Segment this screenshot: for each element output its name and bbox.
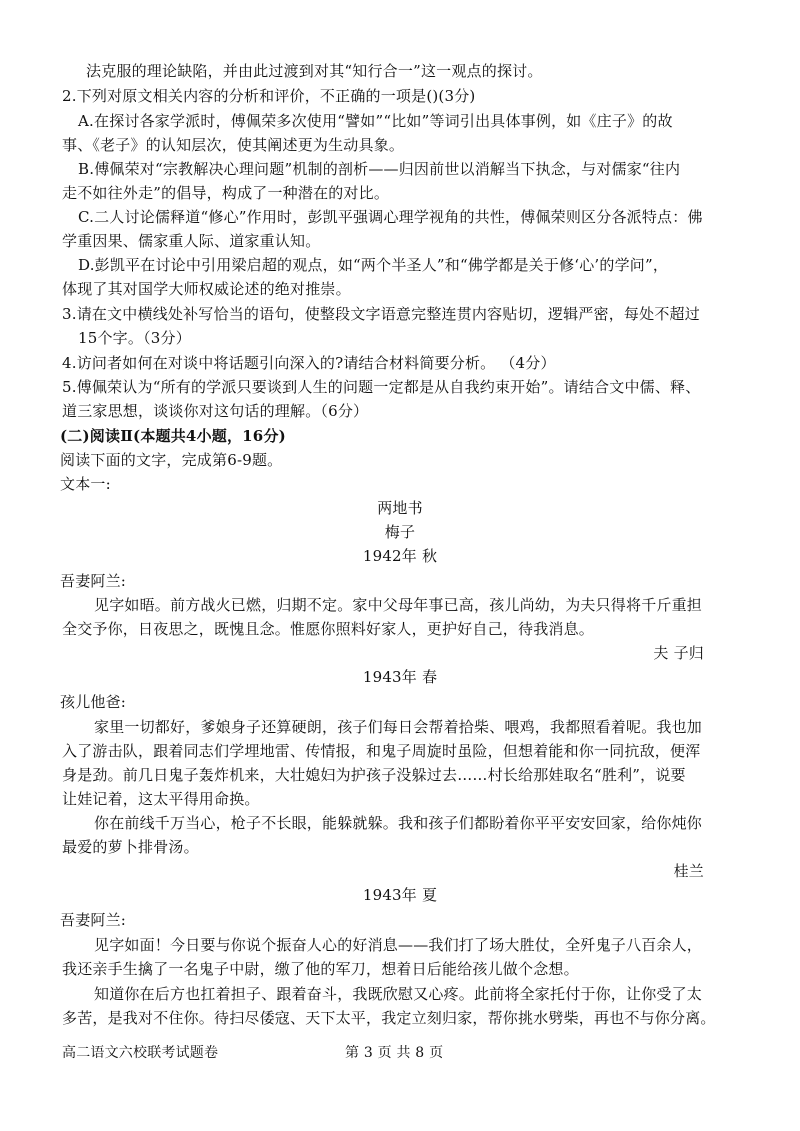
section-title: (二)阅读Ⅱ(本题共4小题，16分) bbox=[60, 427, 286, 445]
q4: 4.访问者如何在对谈中将话题引向深入的?请结合材料简要分析。 （4分） bbox=[62, 354, 556, 372]
q2-option-a-line1: A.在探讨各家学派时，傅佩荣多次使用“譬如”“比如”等词引出具体事例，如《庄子》的故 bbox=[78, 112, 673, 130]
q2-option-a-line2: 事、《老子》的认知层次，使其阐述更为生动具象。 bbox=[62, 136, 405, 154]
q5-line2: 道三家思想，谈谈你对这句话的理解。（6分） bbox=[62, 402, 369, 420]
section-instruction: 阅读下面的文字，完成第6-9题。 bbox=[60, 451, 283, 469]
q3-line2: 15个字。（3分） bbox=[78, 329, 191, 347]
letter3-date: 1943年 夏 bbox=[362, 886, 438, 904]
letter3-body-line4: 多苦，是我对不住你。待扫尽倭寇、天下太平，我定立刻归家，帮你挑水劈柴，再也不与你分离。 bbox=[62, 1009, 716, 1027]
letter2-body-line5: 你在前线千万当心，枪子不长眼，能躲就躲。我和孩子们都盼着你平平安安回家，给你炖你 bbox=[94, 814, 703, 832]
q2-option-c-line1: C.二人讨论儒释道“修心”作用时，彭凯平强调心理学视角的共性，傅佩荣则区分各派特点：佛 bbox=[78, 208, 703, 226]
q2-option-d-line1: D.彭凯平在讨论中引用梁启超的观点，如“两个半圣人”和“佛学都是关于修‘心’的学问”， bbox=[78, 256, 669, 274]
q3-line1: 3.请在文中横线处补写恰当的语句，使整段文字语意完整连贯内容贴切，逻辑严密，每处不超过 bbox=[62, 305, 700, 323]
letter2-body-line2: 入了游击队，跟着同志们学埋地雷、传情报，和鬼子周旋时虽险，但想着能和你一同抗敌，便浑 bbox=[62, 742, 701, 760]
letter2-date: 1943年 春 bbox=[362, 668, 438, 686]
q2-option-d-line2: 体现了其对国学大师权威论述的绝对推崇。 bbox=[62, 280, 351, 298]
letter2-body-line1: 家里一切都好，爹娘身子还算硬朗，孩子们每日会帮着拾柴、喂鸡，我都照看着呢。我也加 bbox=[94, 718, 703, 736]
letter2-salutation: 孩儿他爸: bbox=[60, 693, 127, 711]
article-author: 梅子 bbox=[384, 523, 416, 541]
letter2-signature: 桂兰 bbox=[673, 862, 704, 880]
letter2-body-line3: 身是劲。前几日鬼子轰炸机来，大壮媳妇为护孩子没躲过去……村长给那娃取名“胜利”，说要 bbox=[62, 766, 686, 784]
letter2-body-line4: 让娃记着，这太平得用命换。 bbox=[62, 790, 260, 808]
letter1-date: 1942年 秋 bbox=[362, 547, 438, 565]
letter3-body-line3: 知道你在后方也扛着担子、跟着奋斗，我既欣慰又心疼。此前将全家托付于你，让你受了太 bbox=[94, 985, 703, 1003]
footer-page-number: 第 3 页 共 8 页 bbox=[345, 1045, 444, 1061]
article-title: 两地书 bbox=[377, 499, 423, 517]
q2-option-b-line2: 走不如往外走”的倡导，构成了一种潜在的对比。 bbox=[62, 184, 390, 202]
letter2-body-line6: 最爱的萝卜排骨汤。 bbox=[62, 838, 199, 856]
q2-option-c-line2: 学重因果、儒家重人际、道家重认知。 bbox=[62, 232, 321, 250]
footer-exam-name: 高二语文六校联考试题卷 bbox=[62, 1045, 219, 1061]
letter1-body-line1: 见字如晤。前方战火已燃，归期不定。家中父母年事已高，孩儿尚幼，为夫只得将千斤重担 bbox=[94, 596, 703, 614]
letter3-body-line1: 见字如面！今日要与你说个振奋人心的好消息——我们打了场大胜仗，全歼鬼子八百余人， bbox=[94, 936, 703, 954]
letter3-salutation: 吾妻阿兰: bbox=[60, 911, 127, 929]
q2-option-b-line1: B.傅佩荣对“宗教解决心理问题”机制的剖析——归因前世以消解当下执念，与对儒家“往内 bbox=[78, 160, 681, 178]
q5-line1: 5.傅佩荣认为“所有的学派只要谈到人生的问题一定都是从自我约束开始”。请结合文中儒、释、 bbox=[62, 378, 701, 396]
letter3-body-line2: 我还亲手生擒了一名鬼子中尉，缴了他的军刀，想着日后能给孩儿做个念想。 bbox=[62, 960, 579, 978]
letter1-body-line2: 全交予你，日夜思之，既愧且念。惟愿你照料好家人，更护好自己，待我消息。 bbox=[62, 620, 595, 638]
q1-tail: 法克服的理论缺陷，并由此过渡到对其“知行合一”这一观点的探讨。 bbox=[86, 62, 543, 80]
letter1-signature: 夫 子归 bbox=[653, 644, 704, 662]
q2-stem: 2.下列对原文相关内容的分析和评价，不正确的一项是()(3分) bbox=[62, 87, 476, 105]
text-label: 文本一: bbox=[60, 475, 111, 493]
letter1-salutation: 吾妻阿兰: bbox=[60, 572, 127, 590]
